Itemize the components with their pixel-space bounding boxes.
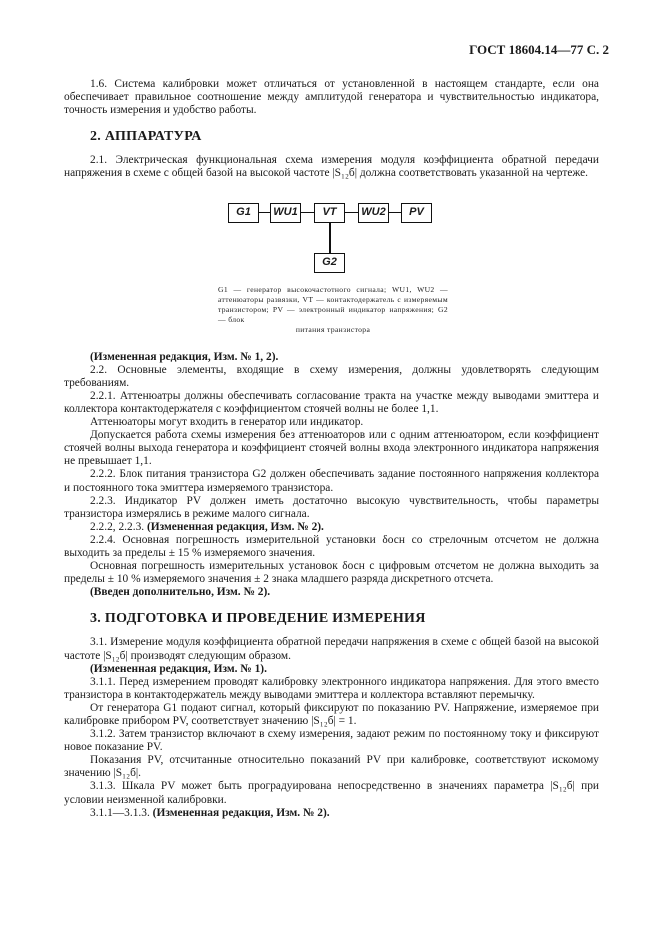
amendment-note: (Измененная редакция, Изм. № 1, 2). [90, 350, 279, 363]
paragraph-1-6: 1.6. Система калибровки может отличаться от установленной в настоящем стандарте, если она обеспечивает правильное соотношение между амплитудой генератора и чувствительностью индикатора, точность измерения и удобство работы. [64, 78, 599, 117]
document-header: ГОСТ 18604.14—77 С. 2 [469, 42, 609, 57]
block-g1: G1 [228, 203, 259, 223]
paragraph-3-1: 3.1. Измерение модуля коэффициента обратной передачи напряжения в схеме с общей базой на высокой частоте |S₁₂б| производят следующим образом. [64, 636, 599, 662]
paragraph-2-2: 2.2. Основные элементы, входящие в схему измерения, должны удовлетворять следующим требованиям. [64, 363, 599, 389]
amendment-note: (Измененная редакция, Изм. № 1). [90, 662, 267, 675]
paragraph-2-2-3: 2.2.3. Индикатор PV должен иметь достаточно высокую чувствительность, чтобы параметры транзистора измерялись в режиме малого сигнала. [64, 494, 599, 520]
paragraph-2-2-2: 2.2.2. Блок питания транзистора G2 должен обеспечивать задание постоянного напряжения коллектора и постоянного тока эмиттера измеряемого транзистора. [64, 468, 599, 494]
block-pv: PV [401, 203, 432, 223]
paragraph-2-1: 2.1. Электрическая функциональная схема измерения модуля коэффициента обратной передачи напряжения в схеме с общей базой на высокой частоте |S₁₂б| должна соответствовать указанной на чертеже. [64, 154, 599, 180]
diagram-caption-end: питания транзистора [295, 325, 371, 335]
paragraph-generator: От генератора G1 подают сигнал, который фиксируют по показанию PV. Напряжение, измеряемое при калибровке прибором PV, соответствует значению |S₁₂б| = 1. [64, 701, 599, 727]
section-3-title: 3. ПОДГОТОВКА И ПРОВЕДЕНИЕ ИЗМЕРЕНИЯ [90, 611, 426, 627]
paragraph-2-2-4-digital: Основная погрешность измерительных установок δосн с цифровым отсчетом не должна выходить за пределы ± 10 % измеряемого значения ± 2 знака младшего разряда дискретного отсчета. [64, 560, 599, 586]
amendment-note: (Измененная редакция, Изм. № 2). [152, 806, 330, 819]
section-2-title: 2. АППАРАТУРА [90, 129, 202, 145]
amendment-note: (Введен дополнительно, Изм. № 2). [90, 586, 271, 599]
amendment-prefix: 2.2.2, 2.2.3. [90, 520, 145, 533]
paragraph-2-2-4: 2.2.4. Основная погрешность измерительной установки δосн со стрелочным отсчетом не должна выходить за пределы ± 15 % измеряемого значения. [64, 533, 599, 559]
block-g2: G2 [314, 253, 345, 273]
block-wu1: WU1 [270, 203, 301, 223]
functional-diagram [64, 181, 599, 351]
paragraph-readings: Показания PV, отсчитанные относительно показаний PV при калибровке, соответствуют искомому значению |S₁₂б|. [64, 754, 599, 780]
paragraph-3-1-1: 3.1.1. Перед измерением проводят калибровку электронного индикатора напряжения. Для этого вместо транзистора в контактодержатель между выводами эмиттера и коллектора вставляют перемычку. [64, 675, 599, 701]
block-vt: VT [314, 203, 345, 223]
diagram-caption [218, 285, 448, 336]
connector-wu1-vt [301, 212, 314, 214]
connector-wu2-pv [389, 212, 401, 214]
amendment-note: (Измененная редакция, Изм. № 2). [146, 520, 324, 533]
paragraph-attenuators: Аттенюаторы могут входить в генератор или индикатор. [90, 416, 364, 429]
block-wu2: WU2 [358, 203, 389, 223]
paragraph-3-1-2: 3.1.2. Затем транзистор включают в схему измерения, задают режим по постоянному току и фиксируют новое показание PV. [64, 728, 599, 754]
diagram-caption-text: G1 — генератор высокочастотного сигнала; WU1, WU2 — аттенюаторы развязки, VT — контактодержатель с измеряемым транзистором; PV — электронный индикатор напряжения; G2 — блок [218, 284, 448, 325]
amendment-line [64, 521, 599, 534]
document-body [64, 78, 599, 820]
connector-g1-wu1 [259, 212, 270, 214]
connector-vt-g2 [329, 223, 331, 253]
amendment-prefix: 3.1.1—3.1.3. [90, 806, 150, 819]
paragraph-3-1-3: 3.1.3. Шкала PV может быть проградуирована непосредственно в значениях параметра |S₁₂б| при условии неизменной калибровки. [64, 780, 599, 806]
paragraph-allowed: Допускается работа схемы измерения без аттенюаторов или с одним аттенюатором, если коэффициент стоячей волны выхода генератора и коэффициент стоячей волны входа электронного индикатора напряжения не превышает 1,1. [64, 429, 599, 468]
amendment-line [64, 807, 599, 820]
paragraph-2-2-1: 2.2.1. Аттенюатры должны обеспечивать согласование тракта на участке между выводами эмиттера и коллектора контактодержателя с коэффициентом стоячей волны не более 1,1. [64, 389, 599, 415]
connector-vt-wu2 [345, 212, 358, 214]
